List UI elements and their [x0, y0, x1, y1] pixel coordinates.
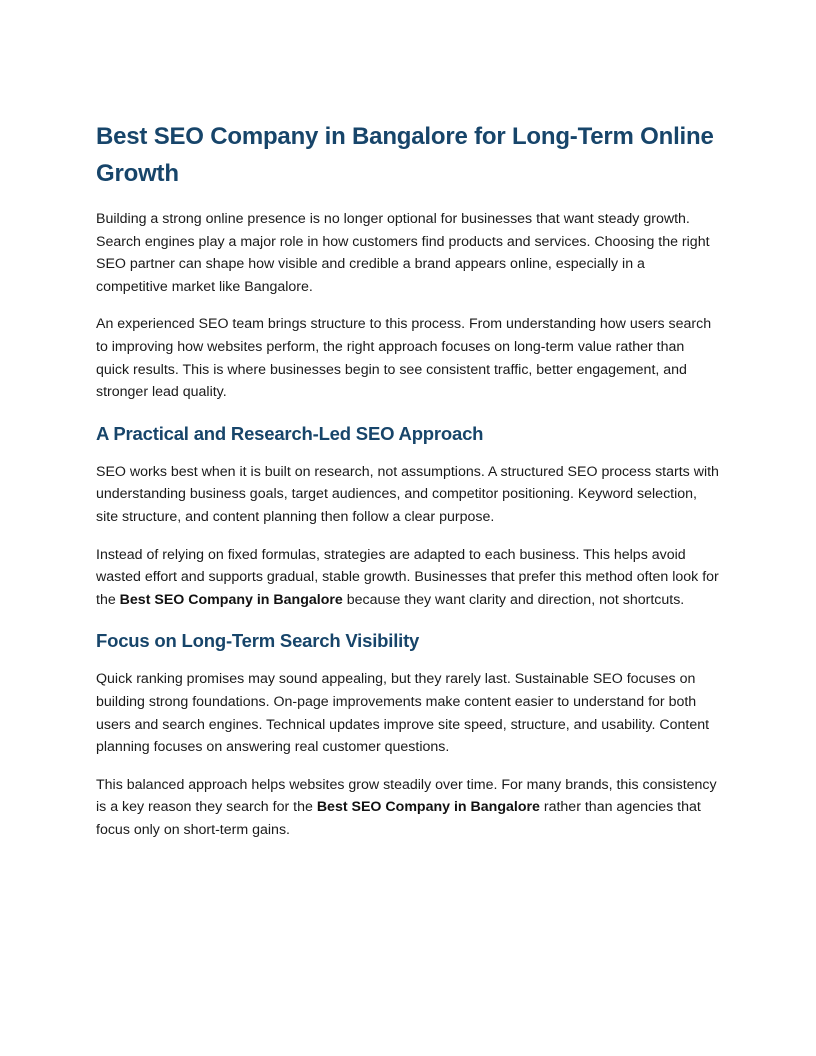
section2-paragraph-2	[96, 774, 720, 842]
section-heading-long-term-visibility: Focus on Long-Term Search Visibility	[96, 630, 420, 652]
section1-p2-text-after: because they want clarity and direction, not shortcuts.	[342, 591, 685, 608]
document-page	[96, 118, 720, 856]
section2-p2-text-after: rather than agencies that focus only on short-term gains.	[96, 799, 701, 838]
section1-paragraph-1: SEO works best when it is built on research, not assumptions. A structured SEO process starts with understanding business goals, target audiences, and competitor positioning. Keyword selection, site structure, and content planning then follow a clear purpose.	[96, 463, 719, 525]
intro-paragraph-1: Building a strong online presence is no longer optional for businesses that want steady growth. Search engines play a major role in how customers find products and services. Choosing the right SEO partner can shape how visible and credible a brand appears online, especially in a competitive market like Bangalore.	[96, 211, 710, 295]
section1-p2-bold-keyword: Best SEO Company in Bangalore	[119, 591, 343, 608]
section1-p2-text-before: Instead of relying on fixed formulas, strategies are adapted to each business. This helps avoid wasted effort and supports gradual, stable growth. Businesses that prefer this method often look for the	[96, 546, 719, 608]
section1-paragraph-2	[96, 544, 720, 612]
section2-paragraph-1: Quick ranking promises may sound appealing, but they rarely last. Sustainable SEO focuses on building strong foundations. On-page improvements make content easier to understand for both users and search engines. Technical updates improve site speed, structure, and usability. Content planning focuses on answering real customer questions.	[96, 671, 710, 756]
section2-p2-text-before: This balanced approach helps websites grow steadily over time. For many brands, this consistency is a key reason they search for the	[96, 776, 717, 816]
section2-p2-bold-keyword: Best SEO Company in Bangalore	[316, 799, 540, 816]
intro-paragraph-2: An experienced SEO team brings structure to this process. From understanding how users search to improving how websites perform, the right approach focuses on long-term value rather than quick results. This is where businesses begin to see consistent traffic, better engagement, and stronger lead quality.	[96, 316, 712, 401]
section-heading-research-approach: A Practical and Research-Led SEO Approach	[96, 422, 484, 444]
document-title: Best SEO Company in Bangalore for Long-Term Online Growth	[96, 123, 714, 187]
